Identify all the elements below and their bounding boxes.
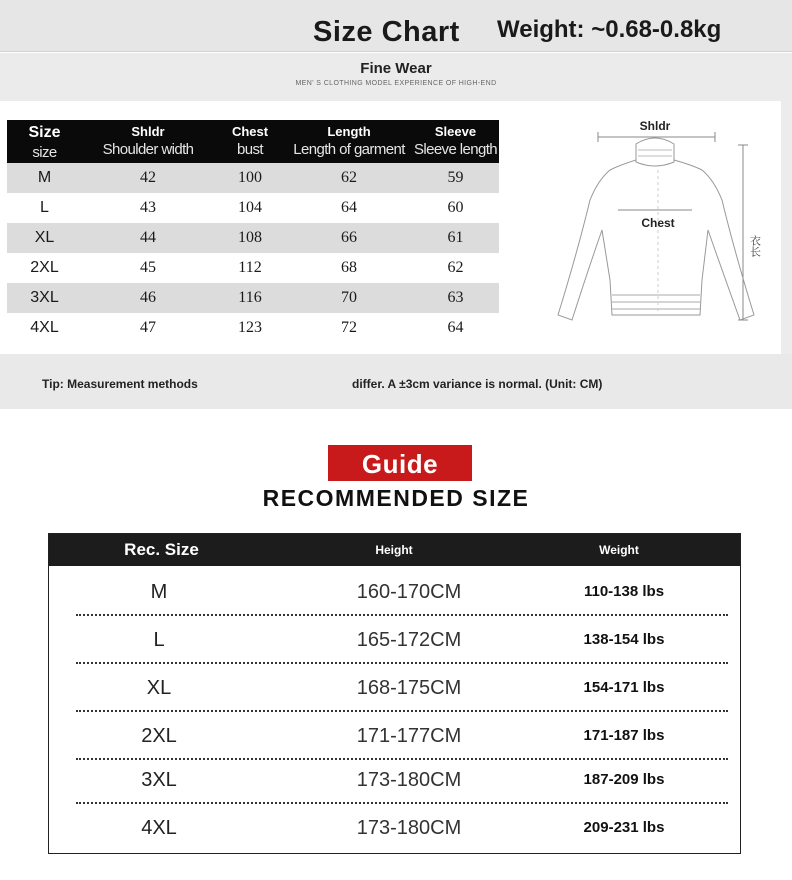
cell-size: 4XL bbox=[7, 313, 82, 343]
cell-size: XL bbox=[7, 223, 82, 253]
header-length: Length Length of garment bbox=[286, 120, 412, 163]
rec-size: 4XL bbox=[141, 817, 177, 839]
rec-weight: 154-171 lbs bbox=[583, 679, 665, 696]
panel-edge bbox=[781, 101, 792, 354]
table-row bbox=[7, 193, 499, 223]
header-shoulder: Shldr Shoulder width bbox=[82, 120, 214, 163]
table-row bbox=[7, 163, 499, 193]
rec-size: XL bbox=[146, 677, 172, 699]
rec-height: 171-177CM bbox=[356, 725, 462, 747]
rec-height: 173-180CM bbox=[356, 817, 462, 839]
table-row bbox=[7, 223, 499, 253]
cell-sleeve: 61 bbox=[412, 223, 499, 253]
cell-shoulder: 45 bbox=[82, 253, 214, 283]
length-label: 衣长 bbox=[748, 235, 762, 257]
recommended-size-table bbox=[48, 533, 741, 854]
size-table-header bbox=[7, 120, 499, 163]
cell-chest: 112 bbox=[214, 253, 286, 283]
weight-label: Weight: ~0.68-0.8kg bbox=[497, 16, 722, 43]
cell-shoulder: 43 bbox=[82, 193, 214, 223]
recommended-size-title: RECOMMENDED SIZE bbox=[262, 485, 530, 511]
header-sleeve: Sleeve Sleeve length bbox=[412, 120, 499, 163]
cell-length: 62 bbox=[286, 163, 412, 193]
cell-size: 3XL bbox=[7, 283, 82, 313]
cell-length: 64 bbox=[286, 193, 412, 223]
rec-size: M bbox=[150, 581, 168, 603]
recommended-row bbox=[49, 804, 740, 852]
rec-weight: 209-231 lbs bbox=[583, 819, 665, 836]
cell-chest: 108 bbox=[214, 223, 286, 253]
tip-text-right: differ. A ±3cm variance is normal. (Unit: CM) bbox=[352, 377, 603, 391]
page-title: Size Chart bbox=[313, 16, 460, 48]
recommended-row bbox=[49, 616, 740, 664]
rec-height: 168-175CM bbox=[356, 677, 462, 699]
cell-sleeve: 60 bbox=[412, 193, 499, 223]
rec-weight: 187-209 lbs bbox=[583, 771, 665, 788]
recommended-row bbox=[49, 756, 740, 804]
rec-height: 165-172CM bbox=[356, 629, 462, 651]
table-row bbox=[7, 283, 499, 313]
guide-badge: Guide bbox=[328, 445, 472, 481]
rec-size: 3XL bbox=[141, 769, 177, 791]
sweater-diagram bbox=[540, 110, 775, 330]
rec-weight: 138-154 lbs bbox=[583, 631, 665, 648]
cell-size: M bbox=[7, 163, 82, 193]
recommended-row bbox=[49, 664, 740, 712]
table-row bbox=[7, 313, 499, 343]
cell-size: 2XL bbox=[7, 253, 82, 283]
recommended-table-header bbox=[49, 534, 740, 566]
table-row bbox=[7, 253, 499, 283]
rec-size: L bbox=[153, 629, 165, 651]
cell-shoulder: 44 bbox=[82, 223, 214, 253]
rec-height: 173-180CM bbox=[356, 769, 462, 791]
brand-tagline: MEN' S CLOTHING MODEL EXPERIENCE OF HIGH-END bbox=[295, 80, 497, 87]
recommended-row bbox=[49, 712, 740, 760]
size-chart-table bbox=[7, 120, 499, 343]
cell-sleeve: 63 bbox=[412, 283, 499, 313]
cell-chest: 104 bbox=[214, 193, 286, 223]
rec-height: 160-170CM bbox=[356, 581, 462, 603]
cell-length: 70 bbox=[286, 283, 412, 313]
chest-label: Chest bbox=[641, 216, 675, 230]
header-rec-size: Rec. Size bbox=[124, 540, 199, 559]
rec-size: 2XL bbox=[141, 725, 177, 747]
rec-weight: 171-187 lbs bbox=[583, 727, 665, 744]
cell-shoulder: 42 bbox=[82, 163, 214, 193]
cell-shoulder: 46 bbox=[82, 283, 214, 313]
cell-sleeve: 62 bbox=[412, 253, 499, 283]
cell-length: 68 bbox=[286, 253, 412, 283]
cell-chest: 100 bbox=[214, 163, 286, 193]
cell-length: 66 bbox=[286, 223, 412, 253]
cell-chest: 123 bbox=[214, 313, 286, 343]
cell-sleeve: 64 bbox=[412, 313, 499, 343]
cell-shoulder: 47 bbox=[82, 313, 214, 343]
cell-size: L bbox=[7, 193, 82, 223]
tip-text-left: Tip: Measurement methods bbox=[42, 377, 198, 391]
recommended-row bbox=[49, 568, 740, 616]
cell-sleeve: 59 bbox=[412, 163, 499, 193]
header-height: Height bbox=[375, 543, 413, 557]
cell-length: 72 bbox=[286, 313, 412, 343]
header-chest: Chest bust bbox=[214, 120, 286, 163]
header-weight: Weight bbox=[599, 543, 639, 557]
shoulder-label: Shldr bbox=[639, 119, 671, 133]
brand-name: Fine Wear bbox=[360, 60, 432, 77]
rec-weight: 110-138 lbs bbox=[583, 583, 665, 600]
cell-chest: 116 bbox=[214, 283, 286, 313]
header-size: Size size bbox=[7, 120, 82, 163]
